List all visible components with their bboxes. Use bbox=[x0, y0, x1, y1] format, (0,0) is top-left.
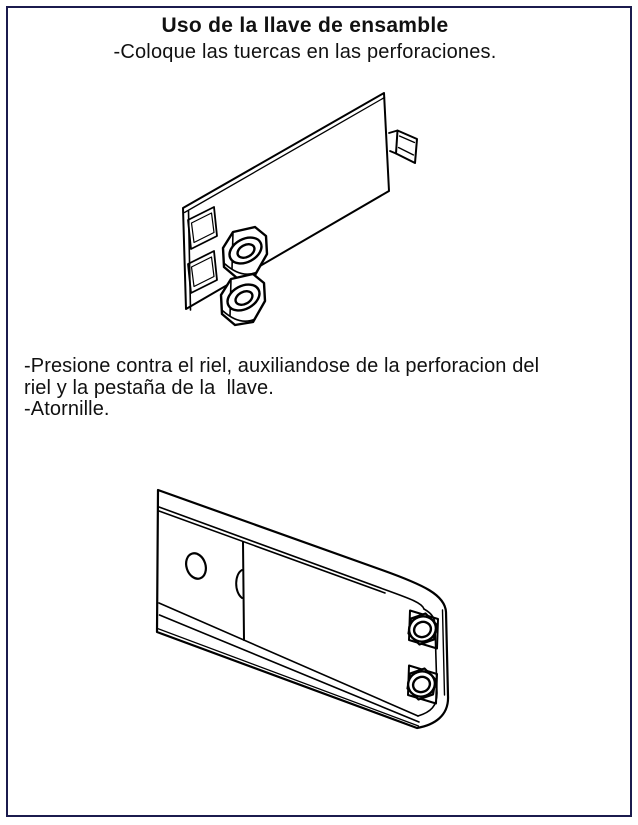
page-title: Uso de la llave de ensamble bbox=[161, 14, 449, 37]
key-tab bbox=[389, 131, 417, 164]
key-plate bbox=[183, 93, 389, 310]
instruction-line-1: -Presione contra el riel, auxiliandose de la perforacion del bbox=[24, 355, 540, 377]
rail-body bbox=[157, 490, 448, 728]
step1-instruction: -Coloque las tuercas en las perforaciones. bbox=[113, 41, 497, 63]
header bbox=[0, 12, 610, 66]
step2-instructions bbox=[24, 356, 624, 421]
instruction-line-3: -Atornille. bbox=[24, 398, 110, 421]
instruction-line-2: riel y la pestaña de la llave. bbox=[24, 376, 274, 399]
figure-key-plate-with-nuts bbox=[150, 80, 485, 345]
figure-rail-with-nuts bbox=[130, 460, 502, 762]
